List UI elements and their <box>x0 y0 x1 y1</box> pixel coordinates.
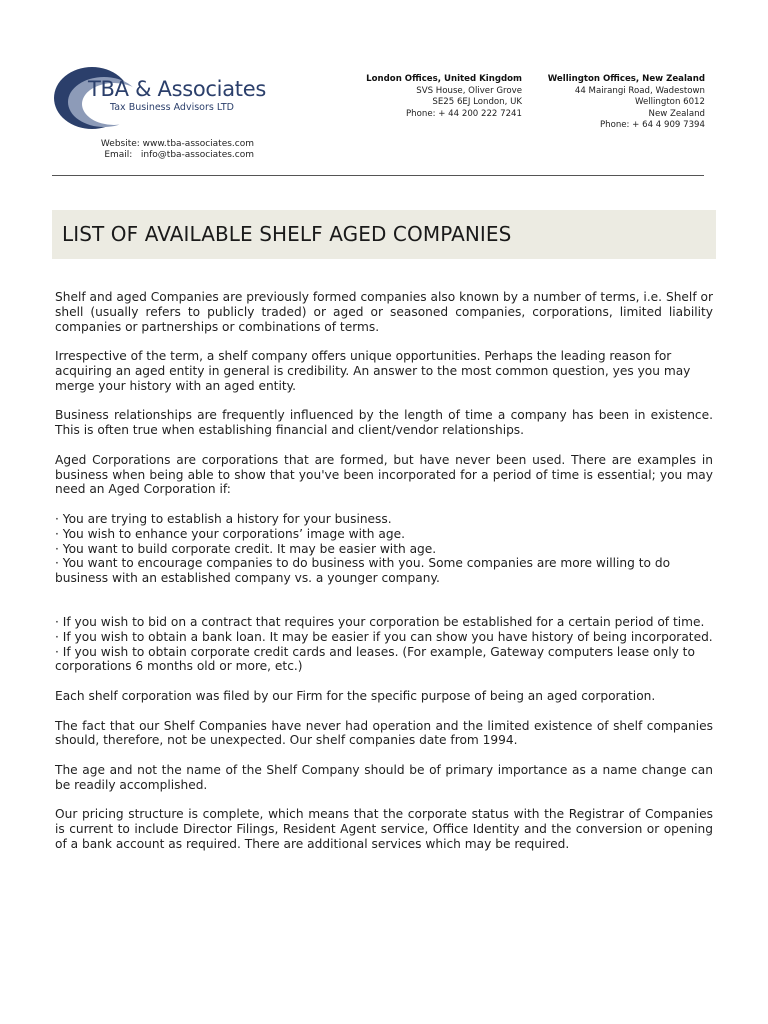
office-line: 44 Mairangi Road, Wadestown <box>574 85 705 96</box>
paragraph: The fact that our Shelf Companies have never had operation and the limited existence of shelf companies should, therefore, not be unexpected. Our shelf companies date from 1994. <box>55 718 713 748</box>
bullet-list <box>55 512 713 586</box>
title-banner <box>52 210 716 259</box>
page-title: LIST OF AVAILABLE SHELF AGED COMPANIES <box>62 222 512 246</box>
office-title: London Offices, United Kingdom <box>366 74 522 84</box>
office-line: Wellington 6012 <box>634 97 705 107</box>
paragraph: Shelf and aged Companies are previously formed companies also known by a number of terms, i.e. Shelf or shell (usually refers to publicly traded) or aged or seasoned companies, corporations, limited liability companies or partnerships or combinations of terms. <box>55 290 713 334</box>
office-line: SVS House, Oliver Grove <box>416 85 522 96</box>
paragraph: Aged Corporations are corporations that are formed, but have never been used. There are examples in business when being able to show that you've been incorporated for a period of time is essential; you may need an Aged Corporation if: <box>55 452 713 497</box>
list-item: · You wish to enhance your corporations’ image with age. <box>55 526 405 541</box>
office-phone: Phone: + 44 200 222 7241 <box>406 108 522 119</box>
company-logo <box>52 62 272 134</box>
office-london <box>330 74 522 120</box>
bullet-list <box>55 615 713 674</box>
office-line: SE25 6EJ London, UK <box>432 97 522 107</box>
list-item: · If you wish to bid on a contract that requires your corporation be established for a certain period of time. <box>55 614 705 629</box>
paragraph: Irrespective of the term, a shelf company offers unique opportunities. Perhaps the leading reason for acquiring an aged entity in general is credibility. An answer to the most common question, yes you may merge your history with an aged entity. <box>55 349 691 393</box>
office-wellington <box>525 74 705 132</box>
paragraph: Our pricing structure is complete, which means that the corporate status with the Registrar of Companies is current to include Director Filings, Resident Agent service, Office Identity and the conversion or opening of a bank account as required. There are additional services which may be required. <box>55 807 713 851</box>
website-line[interactable]: Website: www.tba-associates.com <box>100 139 254 149</box>
header-divider <box>52 175 704 176</box>
list-item: · You want to encourage companies to do business with you. Some companies are more willing to do business with an established company vs. a younger company. <box>55 556 671 586</box>
paragraph: The age and not the name of the Shelf Company should be of primary importance as a name change can be readily accomplished. <box>55 762 713 792</box>
email-line[interactable]: Email: info@tba-associates.com <box>104 150 254 160</box>
list-item: · You are trying to establish a history for your business. <box>55 511 392 526</box>
logo-tagline: Tax Business Advisors LTD <box>110 102 234 113</box>
logo-name: TBA & Associates <box>88 77 266 101</box>
list-item: · You want to build corporate credit. It may be easier with age. <box>55 541 437 556</box>
list-item: · If you wish to obtain a bank loan. It may be easier if you can show you have history of being incorporated. <box>55 629 713 644</box>
office-line: New Zealand <box>648 108 705 119</box>
list-item: · If you wish to obtain corporate credit cards and leases. (For example, Gateway computers lease only to corporations 6 months old or more, etc.) <box>55 644 695 674</box>
paragraph: Each shelf corporation was filed by our Firm for the specific purpose of being an aged corporation. <box>55 688 656 703</box>
contact-web-block <box>62 139 254 161</box>
document-body <box>55 290 713 866</box>
paragraph: Business relationships are frequently influenced by the length of time a company has been in existence. This is often true when establishing financial and client/vendor relationships. <box>55 408 713 438</box>
office-title: Wellington Offices, New Zealand <box>547 74 705 84</box>
office-phone: Phone: + 64 4 909 7394 <box>599 120 705 130</box>
